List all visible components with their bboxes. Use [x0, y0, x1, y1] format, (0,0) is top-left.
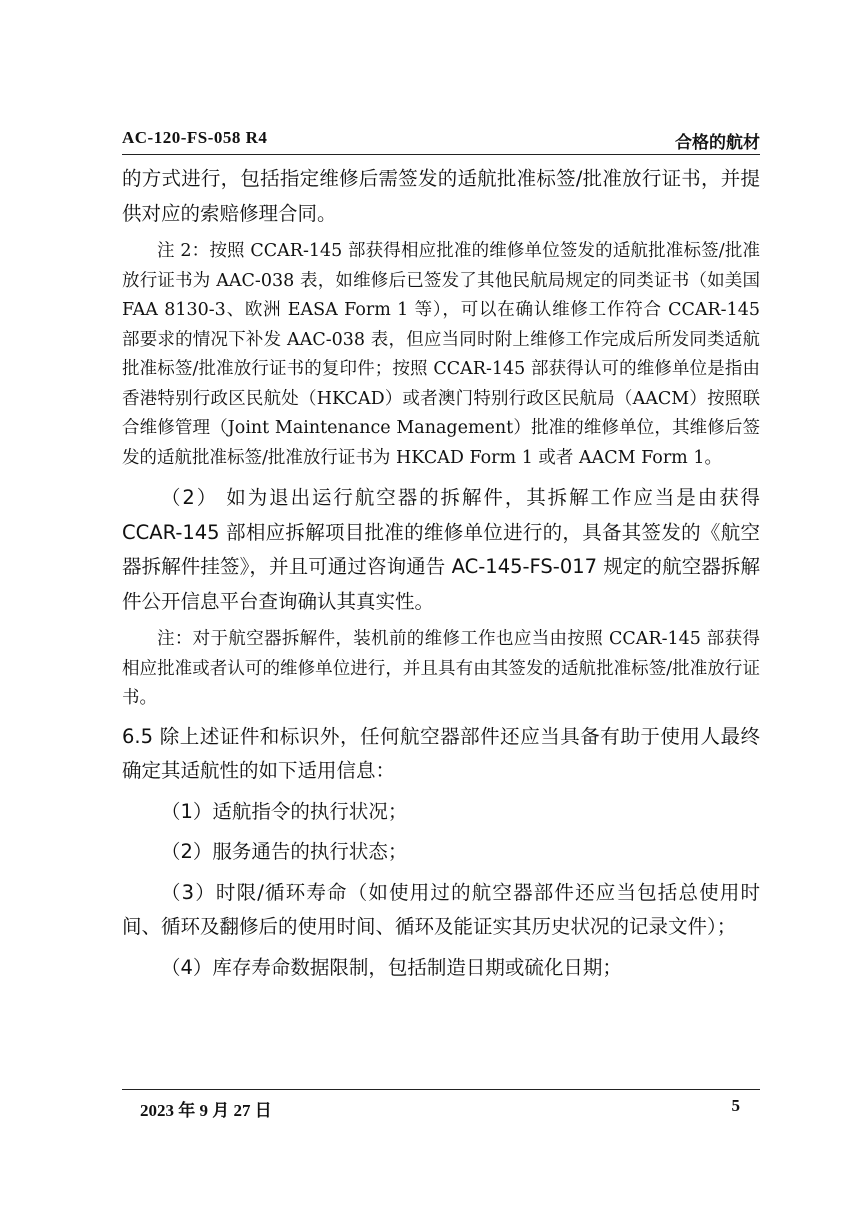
document-body	[122, 162, 760, 985]
item-2-dismantled-parts: （2） 如为退出运行航空器的拆解件，其拆解工作应当是由获得 CCAR-145 部相应拆解项目批准的维修单位进行的，具备其签发的《航空器拆解件挂签》，并且可通过咨询通告 AC-145-FS-017 规定的航空器拆解件公开信息平台查询确认其真实性。	[122, 486, 760, 613]
list-item: （1）适航指令的执行状况；	[161, 799, 408, 823]
doc-number: AC-120-FS-058 R4	[122, 128, 268, 147]
list-item: （4）库存寿命数据限制，包括制造日期或硫化日期；	[161, 955, 622, 979]
note-2: 注 2：按照 CCAR-145 部获得相应批准的维修单位签发的适航批准标签/批准放行证书为 AAC-038 表，如维修后已签发了其他民航局规定的同类证书（如美国 FAA 8130-3、欧洲 EASA Form 1 等），可以在确认维修工作符合 CCAR-145 部要求的情况下补发 AAC-038 表，但应当同时附上维修工作完成后所发同类适航批准标签/批准放行证书的复印件；按照 CCAR-145 部获得认可的维修单位是指由香港特别行政区民航处（HKCAD）或者澳门特别行政区民航局（AACM）按照联合维修管理（Joint Maintenance Management）批准的维修单位，其维修后签发的适航批准标签/批准放行证书为 HKCAD Form 1 或者 AACM Form 1。	[122, 241, 760, 468]
issue-date: 2023 年 9 月 27 日	[140, 1101, 272, 1120]
page-number: 5	[731, 1096, 740, 1115]
section-6-5: 6.5 除上述证件和标识外，任何航空器部件还应当具备有助于使用人最终确定其适航性的如下适用信息：	[122, 724, 760, 782]
header-divider	[122, 154, 760, 155]
footer-divider	[122, 1089, 760, 1090]
list-item: （3）时限/循环寿命（如使用过的航空器部件还应当包括总使用时间、循环及翻修后的使用时间、循环及能证实其历史状况的记录文件）；	[122, 880, 760, 938]
page-footer	[140, 1096, 740, 1120]
paragraph-continuation: 的方式进行，包括指定维修后需签发的适航批准标签/批准放行证书，并提供对应的索赔修理合同。	[122, 167, 760, 225]
list-item: （2）服务通告的执行状态；	[161, 840, 408, 863]
section-title: 合格的航材	[675, 133, 760, 152]
page-header	[122, 128, 760, 152]
note-dismantled-parts: 注：对于航空器拆解件，装机前的维修工作也应当由按照 CCAR-145 部获得相应批准或者认可的维修单位进行，并且具有由其签发的适航批准标签/批准放行证书。	[122, 629, 760, 708]
